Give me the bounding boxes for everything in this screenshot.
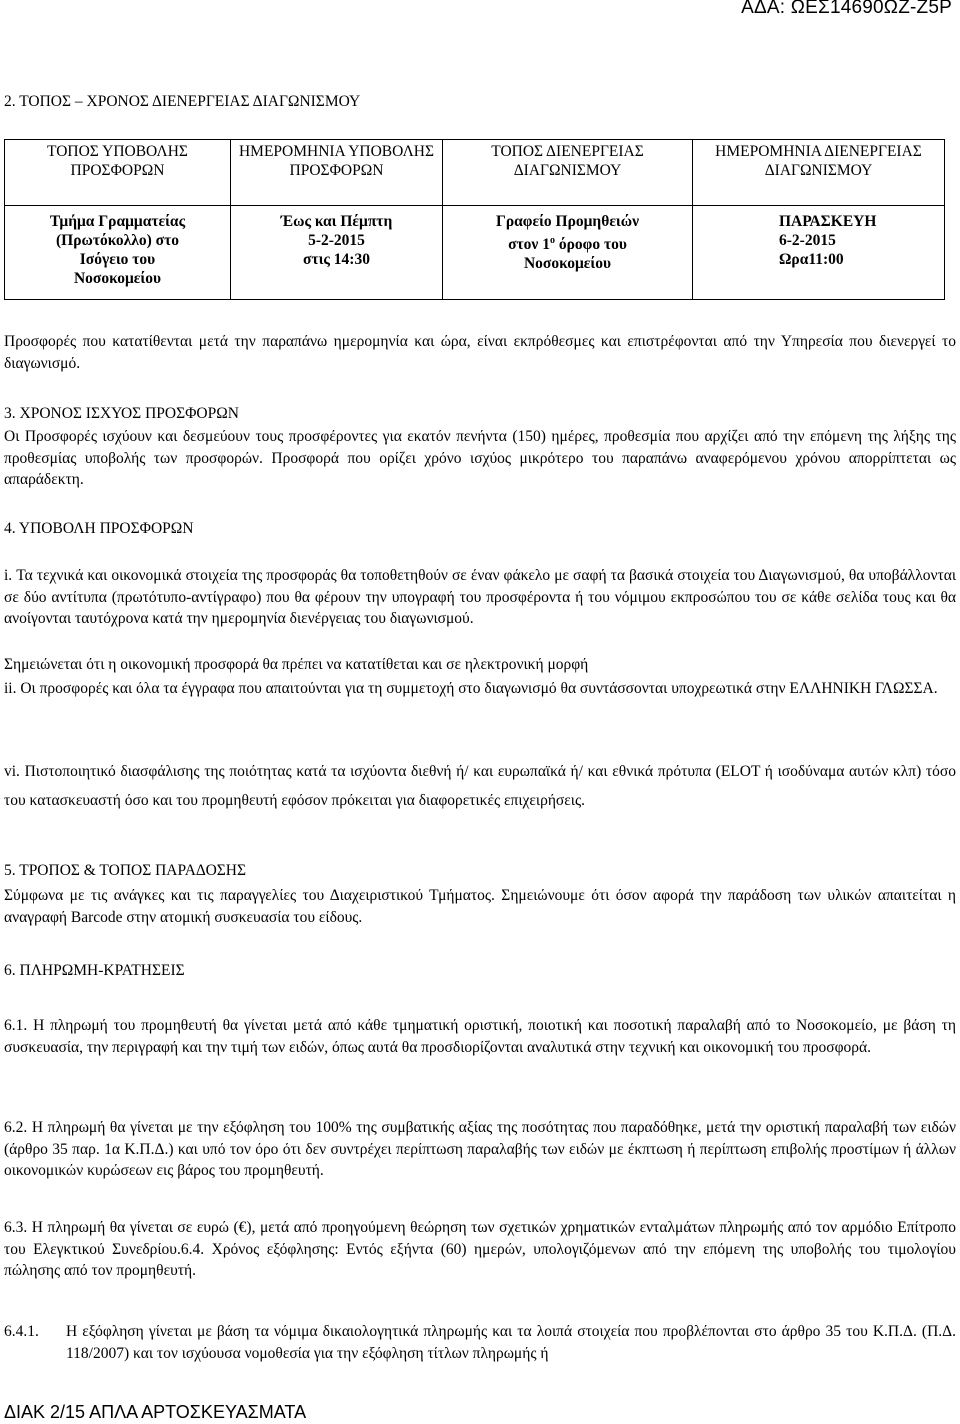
section-6-2: 6.2. Η πληρωμή θα γίνεται με την εξόφληση του 100% της συμβατικής αξίας της ποσότητας που παραδόθηκε, μετά την οριστική παραλαβή των ειδών (άρθρο 35 παρ. 1α Κ.Π.Δ.) και υπό τον όρο ότι δεν συντρέχει περίπτωση παραλαβής των ειδών με έκπτωση ή περίπτωση επιβολής προστίμων ή άλλων οικονομικών κυρώσεων εις βάρος του προμηθευτή. (4, 1119, 956, 1179)
cell-line: ΠΑΡΑΣΚΕΥΗ (779, 213, 877, 230)
section-4-title: 4. ΥΠΟΒΟΛΗ ΠΡΟΣΦΟΡΩΝ (4, 520, 194, 537)
section-4-note: Σημειώνεται ότι η οικονομική προσφορά θα πρέπει να κατατίθεται και σε ηλεκτρονική μορφή (4, 656, 589, 673)
cell-tender-date (693, 206, 945, 300)
cell-line: Τμήμα Γραμματείας (49, 213, 186, 230)
floor-suffix: όροφο του (554, 236, 627, 254)
item-text: Η εξόφληση γίνεται με βάση τα νόμιμα δικαιολογητικά πληρωμής και τα λοιπά στοιχεία που προβλέπονται στο άρθρο 35 του Κ.Π.Δ. (Π.Δ. 118/2007) και τον ισχύουσα νομοθεσία για την εξόφληση τίτλων πληρωμής ή (66, 1323, 956, 1362)
cell-submission-place (5, 206, 231, 300)
section-3-text: Οι Προσφορές ισχύουν και δεσμεύουν τους προσφέροντες για εκατόν πενήντα (150) ημέρες, προθεσμία που αρχίζει από την επόμενη της λήξης της προθεσμίας υποβολής των προσφορών. Προσφορά που ορίζει χρόνο ισχύος μικρότερο του παραπάνω αναφερόμενου χρόνου απορρίπτεται ως απαράδεκτη. (4, 428, 956, 488)
cell-line: Νοσοκομείου (73, 270, 162, 287)
cell-line: 6-2-2015 (779, 232, 836, 249)
tender-schedule-table (4, 139, 945, 300)
cell-submission-date (231, 206, 443, 300)
item-number: 6.4.1. (4, 1323, 39, 1340)
cell-line: (Πρωτόκολλο) στο (56, 232, 179, 249)
floor-prefix: στον 1 (508, 236, 550, 254)
section-6-title: 6. ΠΛΗΡΩΜΗ-ΚΡΑΤΗΣΕΙΣ (4, 962, 185, 979)
cell-line (447, 231, 688, 254)
section-5-title: 5. ΤΡΟΠΟΣ & ΤΟΠΟΣ ΠΑΡΑΔΟΣΗΣ (4, 862, 247, 879)
late-offers-paragraph: Προσφορές που κατατίθενται μετά την παραπάνω ημερομηνία και ώρα, είναι εκπρόθεσμες και επιστρέφονται από την Υπηρεσία που διενεργεί το διαγωνισμό. (4, 333, 956, 372)
document-id: ΑΔΑ: ΩΕΣ14690ΩΖ-Ζ5Ρ (741, 0, 952, 18)
header-tender-date: ΗΜΕΡΟΜΗΝΙΑ ΔΙΕΝΕΡΓΕΙΑΣ ΔΙΑΓΩΝΙΣΜΟΥ (693, 140, 945, 206)
section-4-item-vi: vi. Πιστοποιητικό διασφάλισης της ποιότητας κατά τα ισχύοντα διεθνή ή/ και ευρωπαϊκά ή/ και εθνικά πρότυπα (ELOT ή ισοδύναμα αυτών κλπ) τόσο του κατασκευαστή όσο και του προμηθευτή εφόσον πρόκειται για διαφορετικές επιχειρήσεις. (4, 763, 956, 809)
cell-tender-place (443, 206, 693, 300)
header-submission-place: ΤΟΠΟΣ ΥΠΟΒΟΛΗΣ ΠΡΟΣΦΟΡΩΝ (5, 140, 231, 206)
section-3-title: 3. ΧΡΟΝΟΣ ΙΣΧΥΟΣ ΠΡΟΣΦΟΡΩΝ (4, 405, 239, 422)
cell-line: στις 14:30 (303, 251, 370, 268)
cell-line: Ισόγειο του (79, 251, 156, 268)
cell-line: 5-2-2015 (308, 232, 365, 249)
header-tender-place: ΤΟΠΟΣ ΔΙΕΝΕΡΓΕΙΑΣ ΔΙΑΓΩΝΙΣΜΟΥ (443, 140, 693, 206)
section-6-1: 6.1. Η πληρωμή του προμηθευτή θα γίνεται μετά από κάθε τμηματική οριστική, ποιοτική και ποσοτική παραλαβή από το Νοσοκομείο, με βάση τη συσκευασία, την περιγραφή και την τιμή των ειδών, όπως αυτά θα προσδιορίζονται αναλυτικά στην τεχνική και οικονομική του προσφορά. (4, 1017, 956, 1056)
section-6-3: 6.3. Η πληρωμή θα γίνεται σε ευρώ (€), μετά από προηγούμενη θεώρηση των σχετικών χρηματικών ενταλμάτων πληρωμής από τον αρμόδιο Επίτροπο του Ελεγκτικού Συνεδρίου.6.4. Χρόνος εξόφλησης: Εντός εξήντα (60) ημερών, υπολογιζόμενων από την επόμενη της υποβολής του τιμολογίου πώλησης από τον προμηθευτή. (4, 1219, 956, 1279)
cell-line: Έως και Πέμπτη (280, 213, 393, 230)
header-submission-date: ΗΜΕΡΟΜΗΝΙΑ ΥΠΟΒΟΛΗΣ ΠΡΟΣΦΟΡΩΝ (231, 140, 443, 206)
section-4-item-ii: ii. Οι προσφορές και όλα τα έγγραφα που απαιτούνται για τη συμμετοχή στο διαγωνισμό θα συντάσσονται υποχρεωτικά στην ΕΛΛΗΝΙΚΗ ΓΛΩΣΣΑ. (4, 680, 938, 697)
cell-line: Νοσοκομείου (523, 255, 612, 273)
document-footer: ΔΙΑΚ 2/15 ΑΠΛΑ ΑΡΤΟΣΚΕΥΑΣΜΑΤΑ (4, 1402, 307, 1422)
section-4-item-i: i. Τα τεχνικά και οικονομικά στοιχεία της προσφοράς θα τοποθετηθούν σε έναν φάκελο με σαφή τα βασικά στοιχεία του Διαγωνισμού, θα υποβάλλονται σε δύο αντίτυπα (πρωτότυπο-αντίγραφο) που θα φέρουν την υπογραφή του προσφέροντα ή του νόμιμου εκπροσώπου του σε κάθε σελίδα τους και θα ανοίγονται ταυτόχρονα κατά την ημερομηνία διενέργειας του διαγωνισμού. (4, 567, 956, 627)
section-6-4-1 (4, 1321, 956, 1366)
section-5-text: Σύμφωνα με τις ανάγκες και τις παραγγελίες του Διαχειριστικού Τμήματος. Σημειώνουμε ότι όσον αφορά την παράδοση των υλικών απαιτείται η αναγραφή Barcode στην ατομική συσκευασία του είδους. (4, 887, 956, 926)
section-2-title: 2. ΤΟΠΟΣ – ΧΡΟΝΟΣ ΔΙΕΝΕΡΓΕΙΑΣ ΔΙΑΓΩΝΙΣΜΟΥ (4, 93, 361, 110)
cell-line: Ωρα11:00 (779, 251, 844, 268)
floor-ordinal: ο (549, 235, 555, 246)
cell-line: Γραφείο Προμηθειών (496, 213, 639, 230)
